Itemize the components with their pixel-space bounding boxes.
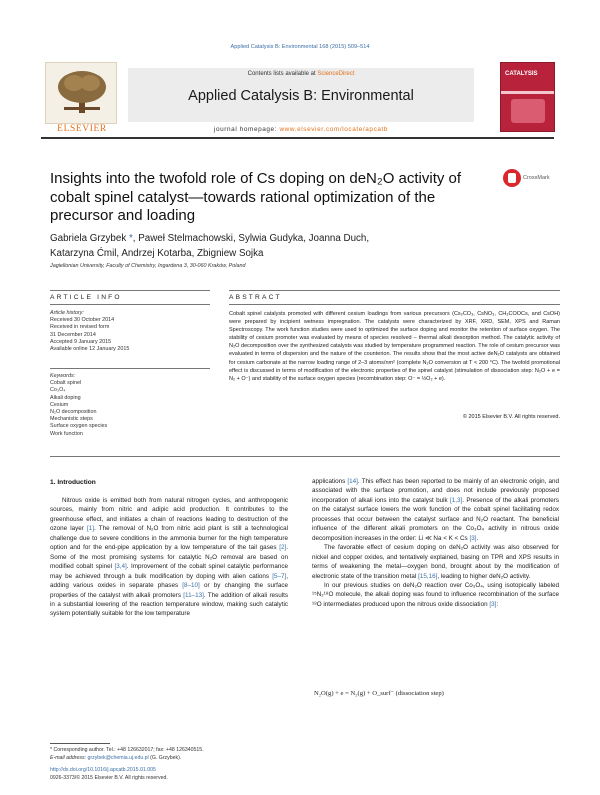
body-text: applications <box>312 478 348 485</box>
history-label: Article history: <box>50 310 84 316</box>
email-suffix: (G. Grzybek). <box>148 755 182 761</box>
front-matter-bottom-rule <box>50 456 560 457</box>
citation-link[interactable]: [1] <box>86 525 94 533</box>
footnote-email <box>50 755 350 762</box>
keyword-item: Cobalt spinel <box>50 380 82 387</box>
abstract-top-rule <box>229 290 560 291</box>
affiliation: Jagiellonian University, Faculty of Chemistry, Ingardena 3, 30-060 Kraków, Poland <box>50 263 246 269</box>
history-item: Received 30 October 2014 <box>50 317 115 324</box>
keyword-item: Mechanistic steps <box>50 416 93 423</box>
article-title: Insights into the twofold role of Cs doping on deN₂O activity of cobalt spinel catalyst—towards rational optimization of the precursor and loading <box>50 170 462 224</box>
intro-text: . Improvement of the cobalt spinel catalytic performance may be achieved through a bulk modification by doping with alien cations <box>50 563 288 580</box>
body-text: The favorable effect of cesium doping on deN₂O activity was also observed for nickel and copper oxides, and tentatively explained, basing on TPR and XPS results in terms of weakening the metal—oxygen bond, brought about by the modification of electronic state of the transition metal <box>312 544 559 580</box>
body-text: . Presence of the alkali promoters on the catalyst surface lowers the work function of the cobalt spinel facilitating redox processes that occur between the catalyst surface and N₂O reactant. The beneficial influence of the different alkali promoters on the Co₃O₄ activity in nitrous oxide decomposition increases in the order: Li ≪ Na < K < Cs <box>312 496 559 542</box>
homepage-prefix: journal homepage: <box>213 126 280 133</box>
keywords-label: Keywords: <box>50 373 76 379</box>
section-heading-introduction: 1. Introduction <box>50 479 96 486</box>
intro-text: . The removal of N₂O from nitric acid plant is still a technological challenge due to severe conditions in the ammonia burner for the high temperature option and for the end-pipe application by a low temperature of the tail gases <box>50 525 289 552</box>
header-rule <box>41 137 554 139</box>
cover-title: CATALYSIS <box>505 71 538 77</box>
body-text: . This effect has been reported to be mainly of an electronic origin, and associated with the surface promotion, and does not include previously proposed incorporation of alkali ions into the catalyst bulk <box>312 478 559 504</box>
article-info-top-rule <box>50 290 210 291</box>
issn-line: 0926-3373/© 2015 Elsevier B.V. All rights reserved. <box>50 775 168 781</box>
elsevier-tree-icon <box>54 69 110 113</box>
body-column-right <box>312 477 559 609</box>
footnote-rule <box>50 743 110 744</box>
body-text: . <box>476 534 479 542</box>
keyword-item: Work function <box>50 430 83 437</box>
author-first[interactable]: Gabriela Grzybek <box>50 233 127 244</box>
crossmark-icon[interactable] <box>503 169 521 187</box>
journal-title: Applied Catalysis B: Environmental <box>188 88 414 104</box>
keyword-item: Alkali doping <box>50 394 81 401</box>
citation-link[interactable]: [3] <box>469 534 477 542</box>
paragraph <box>312 543 559 581</box>
cover-illustration <box>511 99 545 123</box>
body-column-left <box>50 496 288 619</box>
citation-link[interactable]: [5–7] <box>272 572 287 580</box>
keyword-item: Cesium <box>50 401 69 408</box>
history-item: Received in revised form <box>50 324 110 331</box>
keywords <box>50 373 210 438</box>
doi-link <box>50 767 350 774</box>
citation-link[interactable]: [8–10] <box>182 582 200 590</box>
footnote-corresponding: * Corresponding author. Tel.: +48 126632017; fax: +48 126340515. <box>50 747 204 753</box>
doi-url[interactable]: http://dx.doi.org/10.1016/j.apcatb.2015.01.005 <box>50 767 156 773</box>
paragraph <box>312 477 559 543</box>
citation-link[interactable]: [1,3] <box>450 496 463 504</box>
crossmark-label[interactable]: CrossMark <box>523 175 550 181</box>
intro-text: . The addition of alkali results in a substantial lowering of the reaction temperature window, making such catalytic system potentially suitable for the low temperature <box>50 591 288 618</box>
journal-cover-image <box>500 62 555 132</box>
body-text: : <box>496 600 499 608</box>
history-item: Accepted 9 January 2015 <box>50 338 112 345</box>
body-text: In our previous studies on deN₂O reaction over Co₃O₄, using isotopically labeled ¹⁵N₂¹⁸O molecule, the alkali doping was found to influence recombination of the surface ¹⁸O intermediates produced upon the nitrous oxide dissociation <box>312 581 559 608</box>
body-text: , leading to higher deN₂O activity. <box>437 572 531 580</box>
paragraph <box>312 581 559 609</box>
keywords-rule <box>50 368 210 369</box>
cover-stripe <box>501 91 554 94</box>
citation-link[interactable]: [3,4] <box>114 563 127 571</box>
publisher-name: ELSEVIER <box>57 124 107 134</box>
authors-line1-rest: , Paweł Stelmachowski, Sylwia Gudyka, Joanna Duch, <box>132 233 370 244</box>
citation-link[interactable]: [11–13] <box>183 591 204 599</box>
keyword-item: Co₃O₄ <box>50 387 66 394</box>
intro-text: or by changing the surface properties of the catalyst with alkali promoters <box>50 582 288 599</box>
equation-dissociation: N₂O(g) + e = N₂(g) + O_surf⁻ (dissociation step) <box>314 690 444 697</box>
abstract-sub-rule <box>229 304 560 305</box>
keyword-item: Surface oxygen species <box>50 423 108 430</box>
history-item: Available online 12 January 2015 <box>50 346 130 353</box>
intro-text: Nitrous oxide is emitted both from natural nitrogen cycles, and anthropogenic sources, mainly from nitric and adipic acid production. It contributes to the greenhouse effect, and initiates a chain of reactions leading to destruction of the ozone layer <box>50 497 288 533</box>
corresponding-author-marker[interactable]: * <box>126 233 133 244</box>
author-list <box>50 231 410 261</box>
abstract-copyright: © 2015 Elsevier B.V. All rights reserved. <box>462 414 560 420</box>
journal-reference[interactable]: Applied Catalysis B: Environmental 168 (2015) 509–514 <box>230 44 370 50</box>
citation-link[interactable]: [14] <box>347 478 358 485</box>
citation-link[interactable]: [3] <box>489 600 497 608</box>
contents-prefix: Contents lists available at <box>247 71 318 77</box>
journal-homepage <box>128 126 474 133</box>
intro-text: . Some of the most promising systems for catalytic N₂O removal are based on modified cobalt spinel <box>50 544 288 571</box>
article-info-sub-rule <box>50 304 210 305</box>
abstract-text: Cobalt spinel catalysts promoted with different cesium loadings from various precursors (Cs₂CO₃, CsNO₃, CH₃COOCs, and CsOH) were prepared by incipient wetness impregnation. The catalysts were characterized by XRF, XRD, SEM, XPS and Raman Spectroscopy. The work function studies were used to optimized the surface doping and monitor the retention of surface oxygen. The stability of cesium promoter was evaluated by means of species resolved – thermal alkali desorption method. The catalytic activity of N₂O decomposition over the synthesized catalysts was studied by temperature programmed reaction. The role of cesium precursor was evaluated in terms of dispersion and the nature of the counterion. The results show that the most active deN₂O catalysts are obtained for cesium carbonate at the narrow loading range of 2–3 atoms/nm² (complete N₂O conversion at T < 200 °C). The twofold promotional effect is discussed in terms of modification of the electronic properties of the spinel catalyst (stimulation of dissociation step: N₂O + e = N₂ + O⁻) and stability of the surface oxygen species (recombination step: O⁻ = ½O₂ + e). <box>229 311 560 382</box>
citation-link[interactable]: [15,16] <box>418 572 438 580</box>
intro-text: , adding various oxides in separate phases <box>50 572 288 590</box>
citation-link[interactable]: [2] <box>279 544 287 552</box>
sciencedirect-link[interactable]: ScienceDirect <box>317 71 355 77</box>
article-info-heading: ARTICLE INFO <box>50 294 122 301</box>
homepage-link[interactable]: www.elsevier.com/locate/apcatb <box>279 126 389 133</box>
email-link[interactable]: grzybek@chemia.uj.edu.pl <box>87 755 149 761</box>
history-item: 31 December 2014 <box>50 331 96 338</box>
authors-line2: Katarzyna Ćmil, Andrzej Kotarba, Zbigniew Sojka <box>50 248 264 259</box>
keyword-item: N₂O decomposition <box>50 409 97 416</box>
abstract-heading: ABSTRACT <box>229 294 282 301</box>
contents-line <box>128 71 474 77</box>
article-history <box>50 310 210 353</box>
email-label: E-mail address: <box>50 755 88 761</box>
elsevier-logo <box>45 62 117 124</box>
